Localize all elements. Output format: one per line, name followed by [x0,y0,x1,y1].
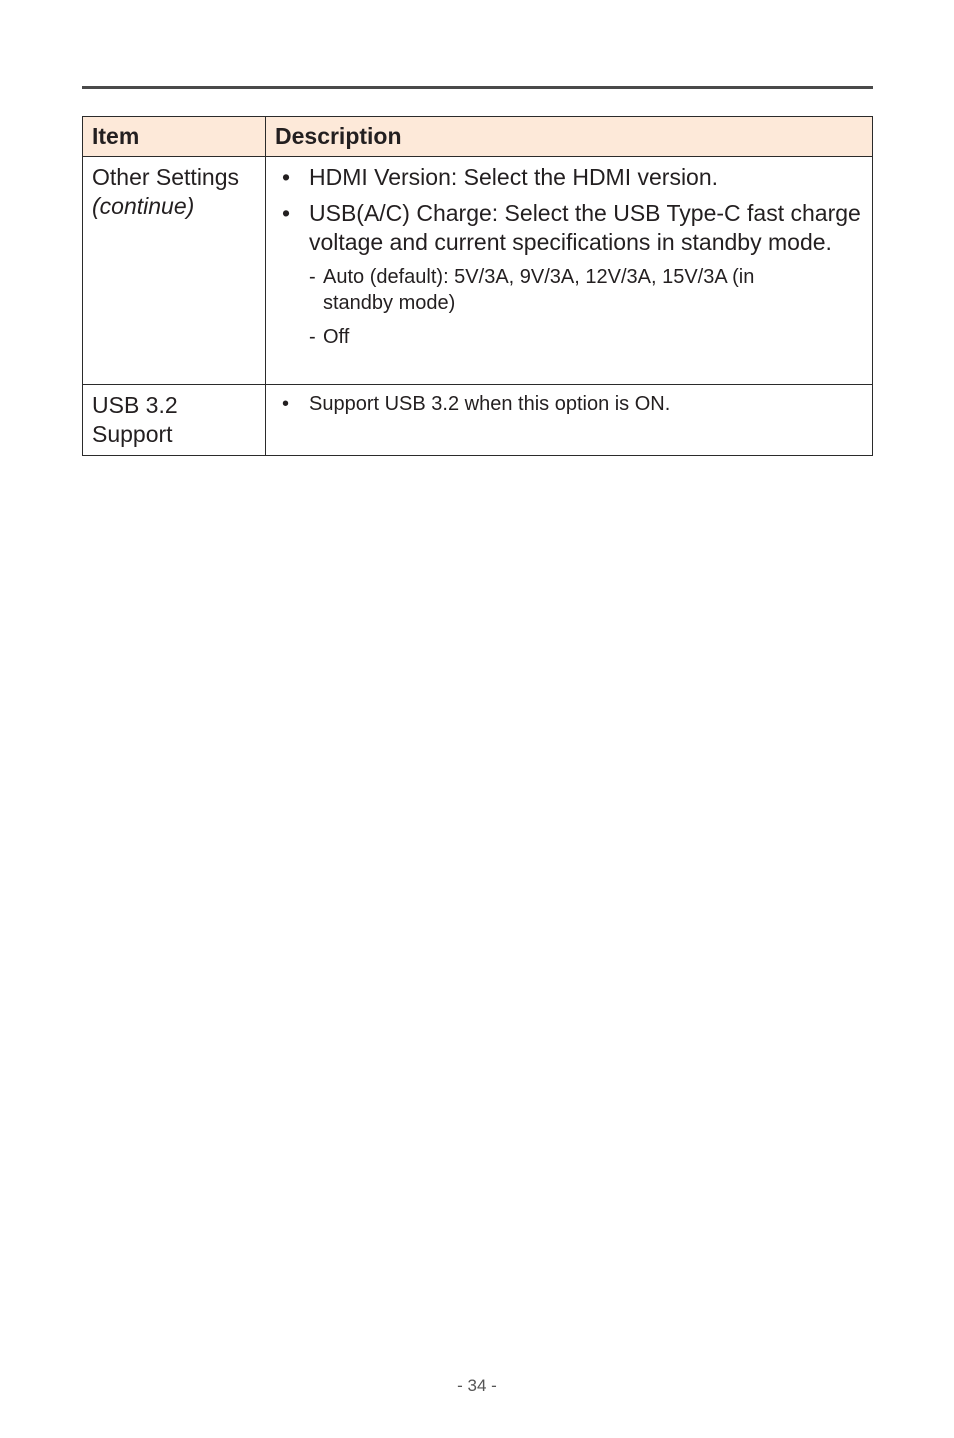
sub-option-item [309,264,862,316]
description-cell [266,157,873,385]
sub-option-item [309,324,862,350]
list-item-text: HDMI Version: Select the HDMI version. [309,164,719,190]
sub-option-text: Auto (default): 5V/3A, 9V/3A, 12V/3A, 15V/3A (in standby mode) [323,266,755,314]
list-item [276,391,862,417]
table-header-row [83,117,873,157]
settings-table [82,116,873,456]
item-name: Other Settings [92,164,240,190]
sub-option-text: Off [323,326,350,348]
bullet-icon: • [282,200,291,226]
description-cell [266,385,873,456]
item-cell [83,157,266,385]
dash-icon: - [309,266,316,288]
list-item-text: Support USB 3.2 when this option is ON. [309,393,671,415]
page-number: - 34 - [457,1376,497,1395]
header-rule [82,86,873,89]
sub-option-list [309,264,862,350]
table-row [83,157,873,385]
dash-icon: - [309,326,316,348]
item-note: (continue) [92,193,195,219]
list-item [276,199,862,257]
list-item-text: USB(A/C) Charge: Select the USB Type-C fast charge voltage and current specifications in standby mode. [309,200,861,255]
bullet-list [276,163,862,257]
column-header-description: Description [266,117,873,157]
table-row [83,385,873,456]
column-header-item: Item [83,117,266,157]
bullet-list [276,391,862,417]
bullet-icon: • [282,164,291,190]
item-cell [83,385,266,456]
bullet-icon: • [282,393,290,415]
list-item [276,163,862,192]
item-name: USB 3.2 Support [92,392,178,447]
